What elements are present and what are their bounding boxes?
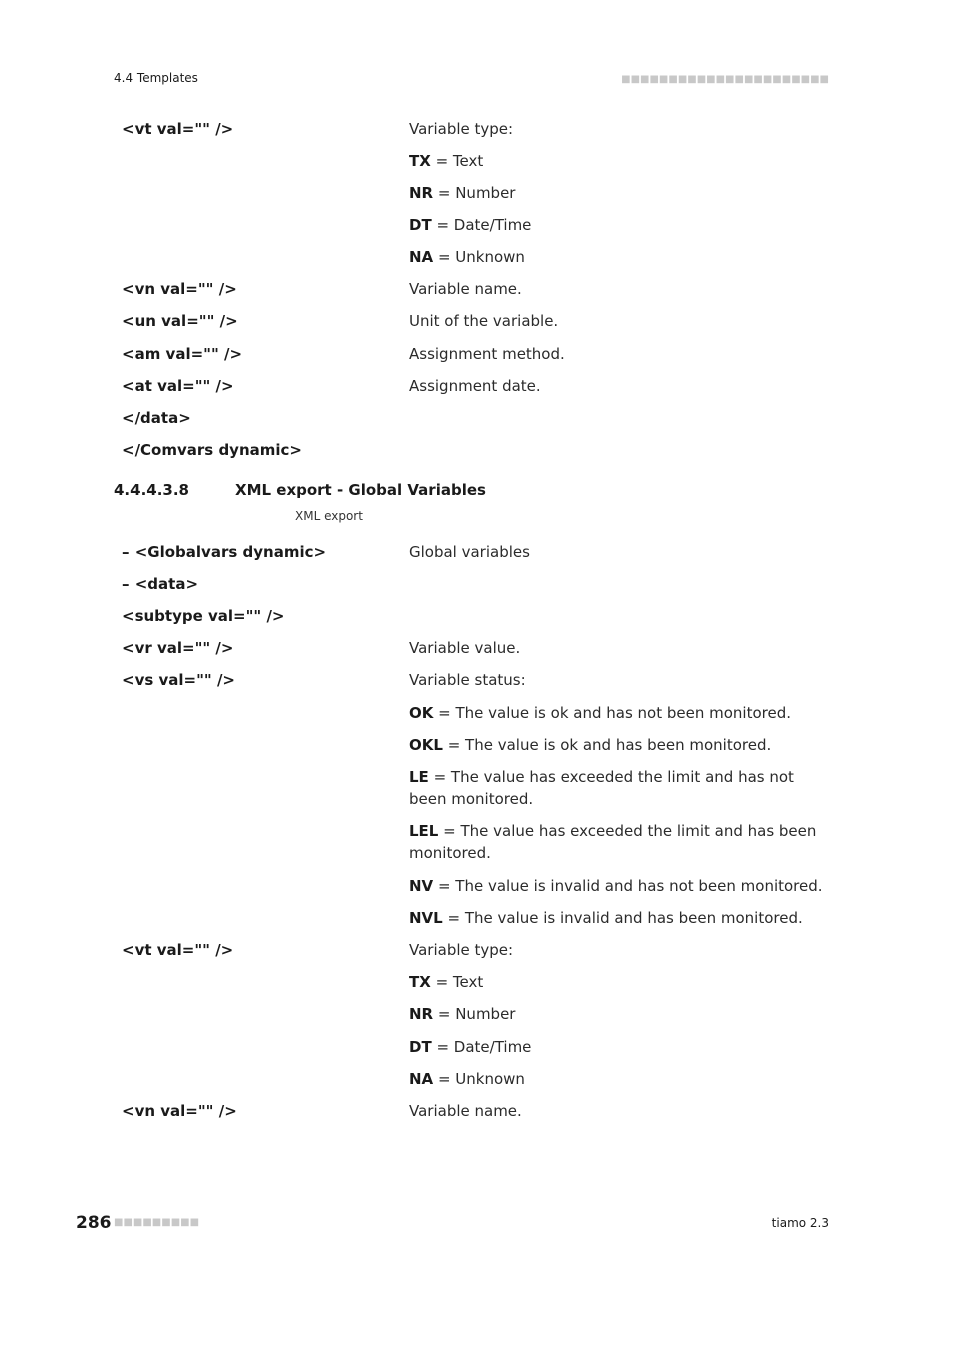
element-tag: <subtype val="" /> [122,607,285,625]
description-text: Variable status: [409,671,526,689]
description-text: = The value is ok and has not been monitored. [433,704,792,722]
description [409,820,829,864]
description-text: Variable name. [409,280,522,298]
element-tag: </Comvars dynamic> [122,441,302,459]
code-term: TX [409,973,431,991]
description [409,875,829,897]
description [409,971,829,993]
description [409,1003,829,1025]
section-number: 4.4.4.3.8 [114,481,189,499]
description [409,118,829,140]
element-tag: </data> [122,409,191,427]
description [409,182,829,204]
header-decor: ■■■■■■■■■■■■■■■■■■■■■■ [621,74,829,85]
description [409,939,829,961]
description [409,278,829,300]
description [409,637,829,659]
element-tag: <un val="" /> [122,312,238,330]
description [409,702,829,724]
code-term: DT [409,216,432,234]
description-text: Variable type: [409,941,514,959]
description-text: Variable name. [409,1102,522,1120]
code-term: DT [409,1038,432,1056]
description [409,734,829,756]
page-number: 286 [76,1213,112,1233]
description-text: Assignment method. [409,345,565,363]
description-text: = The value is invalid and has not been monitored. [433,877,823,895]
footer-decor: ■■■■■■■■■ [114,1217,200,1228]
code-term: LEL [409,822,439,840]
description-text: = Date/Time [431,216,532,234]
description-text: = The value is invalid and has been monitored. [442,909,803,927]
code-term: NV [409,877,434,895]
code-term: NA [409,248,434,266]
description [409,214,829,236]
code-term: NA [409,1070,434,1088]
code-term: OKL [409,736,443,754]
description [409,246,829,268]
header-section-title: 4.4 Templates [114,71,198,85]
description-text: = The value has exceeded the limit and has not been monitored. [409,768,794,808]
description-text: Variable value. [409,639,521,657]
description [409,541,829,563]
description [409,907,829,929]
description [409,375,829,397]
element-tag: <vn val="" /> [122,1102,237,1120]
element-tag: <at val="" /> [122,377,234,395]
section-title: XML export - Global Variables [235,481,486,499]
description-text: = Date/Time [431,1038,532,1056]
element-tag: <vn val="" /> [122,280,237,298]
description [409,1036,829,1058]
code-term: NR [409,184,434,202]
element-tag: <vs val="" /> [122,671,236,689]
description-text: = The value has exceeded the limit and has been monitored. [409,822,817,862]
description-text: Unit of the variable. [409,312,559,330]
description-text: = Number [433,184,516,202]
description [409,1100,829,1122]
code-term: NR [409,1005,434,1023]
section-subtitle: XML export [295,509,363,523]
description-text: Assignment date. [409,377,541,395]
element-tag: <vr val="" /> [122,639,234,657]
description [409,669,829,691]
element-tag: – <Globalvars dynamic> [122,543,327,561]
description-text: = Text [430,152,484,170]
footer-product: tiamo 2.3 [771,1216,829,1230]
description [409,310,829,332]
description-text: = Text [430,973,484,991]
description-text: = The value is ok and has been monitored. [442,736,772,754]
description-text: = Unknown [433,1070,525,1088]
description-text: Global variables [409,543,530,561]
code-term: NVL [409,909,443,927]
code-term: TX [409,152,431,170]
description-text: Variable type: [409,120,514,138]
description [409,150,829,172]
description [409,766,829,810]
description-text: = Unknown [433,248,525,266]
description-text: = Number [433,1005,516,1023]
code-term: OK [409,704,434,722]
code-term: LE [409,768,429,786]
description [409,1068,829,1090]
element-tag: <vt val="" /> [122,120,234,138]
description [409,343,829,365]
element-tag: <vt val="" /> [122,941,234,959]
element-tag: <am val="" /> [122,345,243,363]
element-tag: – <data> [122,575,199,593]
